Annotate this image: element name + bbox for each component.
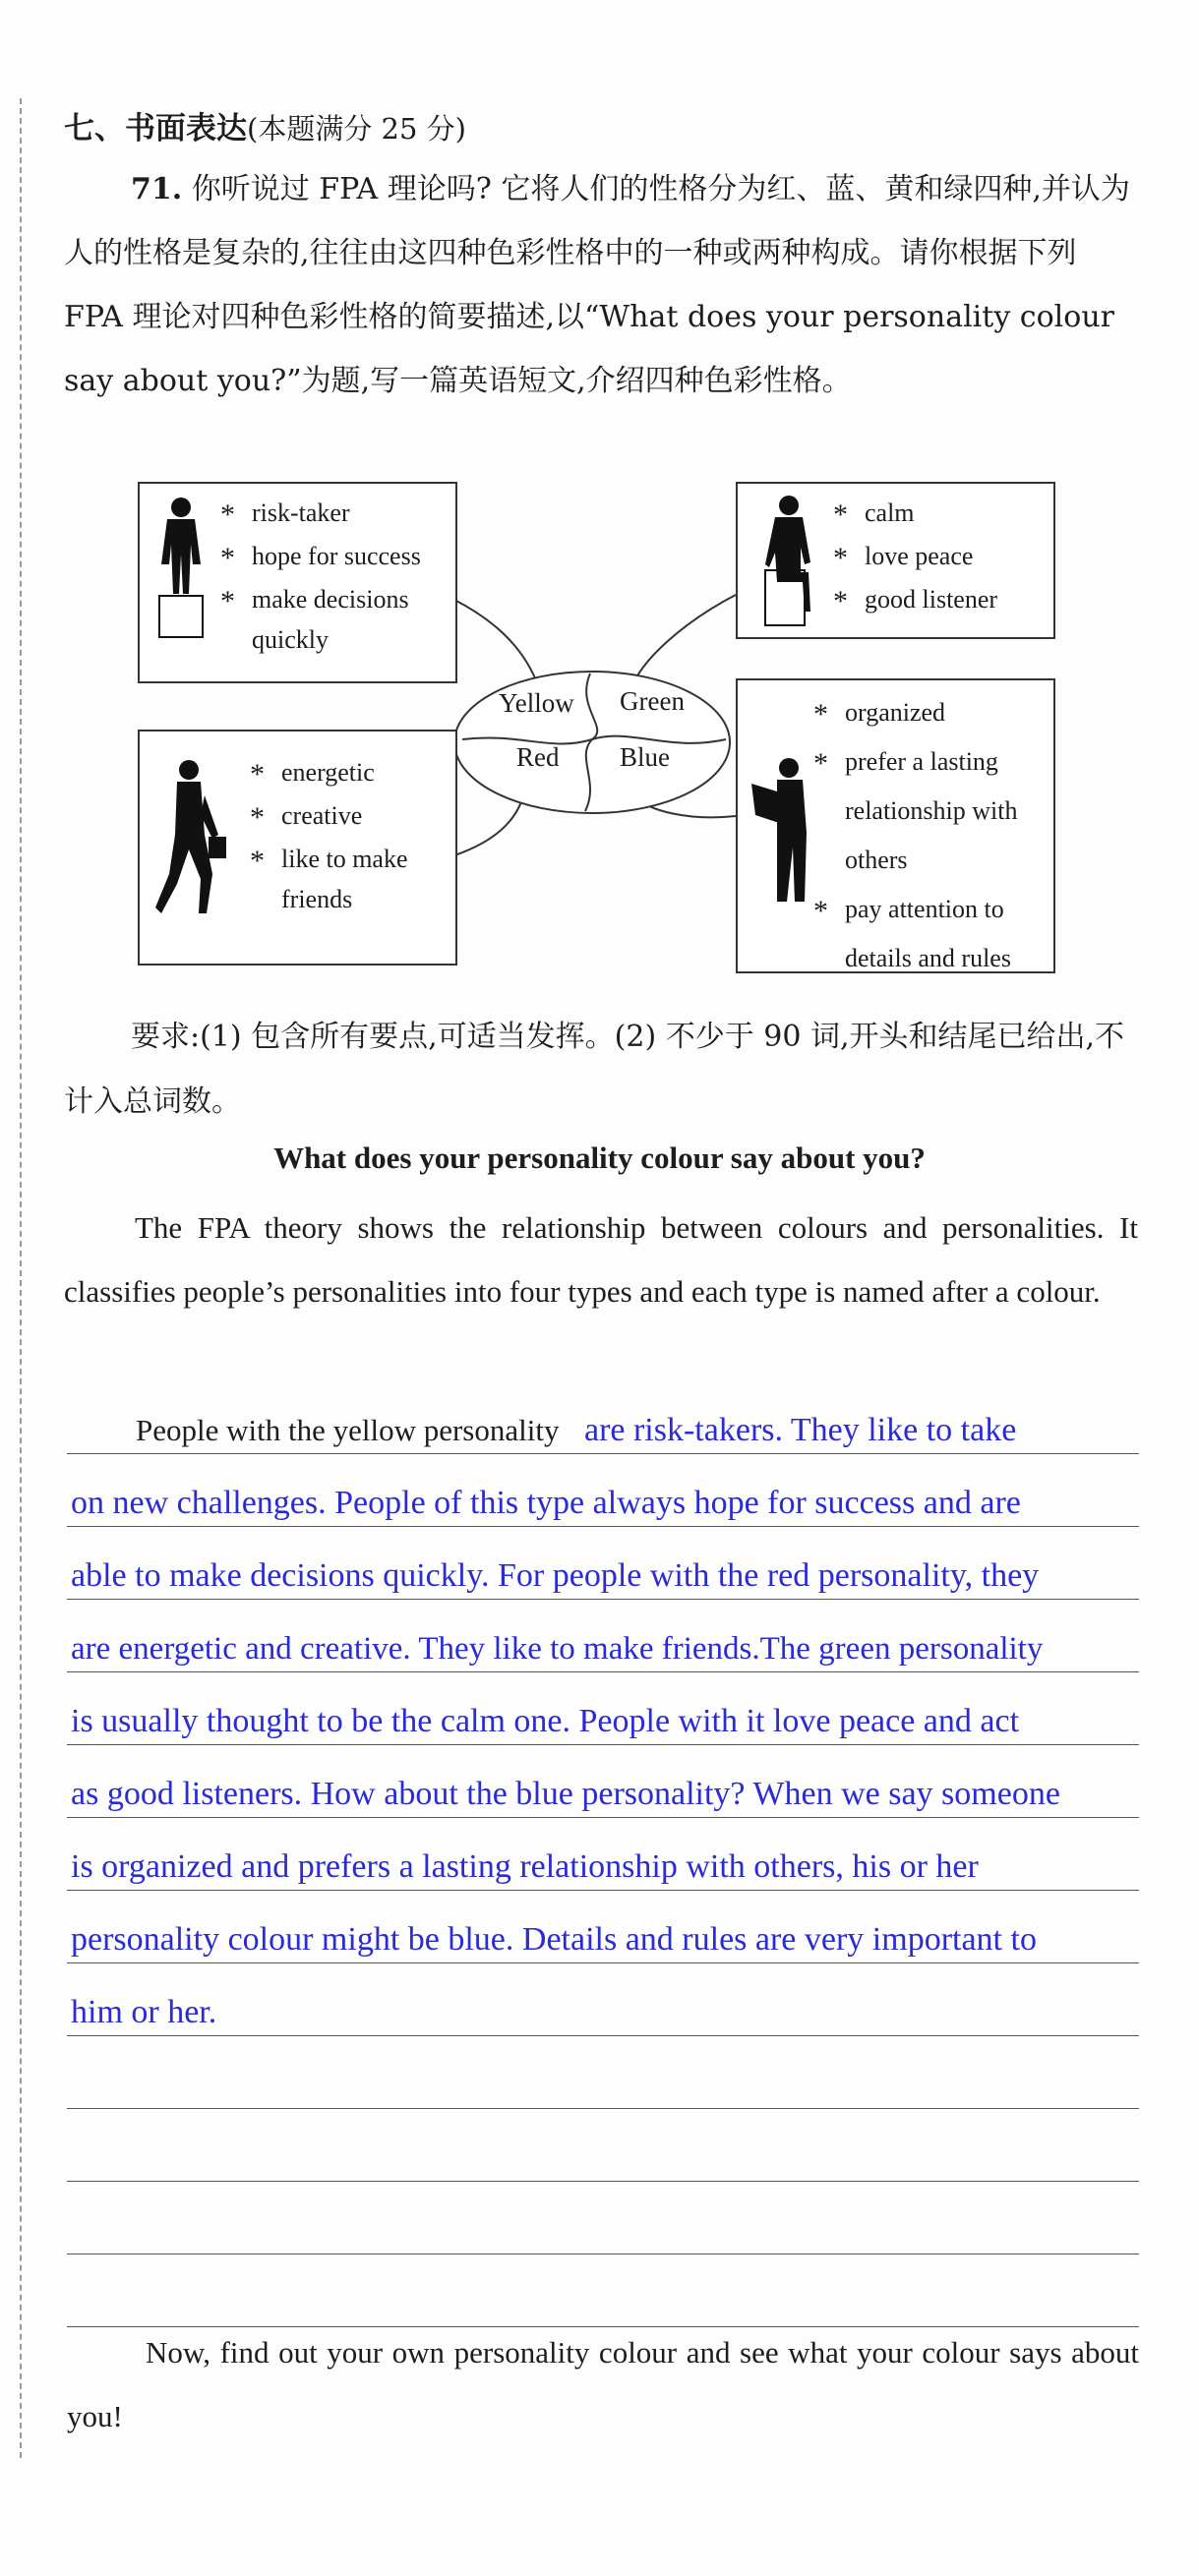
answer-line (67, 1745, 1139, 1818)
trait-risk-taker: * risk-taker (218, 492, 421, 535)
blank-line (67, 2036, 1139, 2109)
answer-text: as good listeners. How about the blue personality? When we say someone (71, 1776, 1060, 1812)
answer-text: are risk-takers. They like to take (583, 1412, 1017, 1448)
essay-ending-text: Now, find out your own personality colour and see what your colour says about you! (67, 2335, 1139, 2433)
answer-line (67, 1672, 1139, 1745)
blank-line (67, 2109, 1139, 2182)
trait-energetic: * energetic (248, 751, 408, 794)
blue-trait-box (736, 678, 1055, 973)
trait-like-to-make: * like to make (248, 838, 408, 881)
trait-prefer-lasting: * prefer a lasting (811, 737, 1017, 787)
answer-text: personality colour might be blue. Details and rules are very important to (71, 1921, 1037, 1958)
essay-lead-text: People with the yellow personality (136, 1413, 560, 1447)
green-trait-box (736, 482, 1055, 639)
answer-text: is usually thought to be the calm one. People with it love peace and act (71, 1703, 1020, 1739)
answer-line (67, 1600, 1139, 1672)
trait-creative: * creative (248, 794, 408, 838)
blank-line (67, 2182, 1139, 2254)
requirements: 要求:(1) 包含所有要点,可适当发挥。(2) 不少于 90 词,开头和结尾已给出,不计入总词数。 (64, 1020, 1125, 1119)
answer-text: on new challenges. People of this type always hope for success and are (71, 1485, 1021, 1521)
essay-intro (64, 1196, 1138, 1323)
answer-text: is organized and prefers a lasting relationship with others, his or her (71, 1848, 979, 1885)
margin-dashed-rule (20, 98, 22, 2458)
essay-ending (67, 2320, 1139, 2448)
blank-line (67, 2254, 1139, 2327)
question-prompt (64, 157, 1138, 413)
personality-diagram (138, 482, 1062, 978)
answer-line (67, 1818, 1139, 1891)
essay-intro-text: The FPA theory shows the relationship between colours and personalities. It classifies people’s personalities into four types and each type is named after a colour. (64, 1210, 1138, 1309)
answer-text: able to make decisions quickly. For people with the red personality, they (71, 1557, 1040, 1594)
standing-person-icon (153, 496, 209, 643)
trait-hope-success: * hope for success (218, 535, 421, 578)
answer-line (67, 1891, 1139, 1963)
answer-text: him or her. (71, 1994, 217, 2030)
center-yellow-label: Yellow (499, 688, 574, 718)
trait-organized: * organized (811, 688, 1017, 737)
center-blue-label: Blue (620, 742, 670, 772)
center-green-label: Green (620, 686, 685, 716)
essay-title: What does your personality colour say about you? (273, 1141, 926, 1175)
section-title (64, 103, 466, 147)
question-number: 71. (131, 172, 183, 206)
trait-quickly: quickly (252, 625, 329, 654)
trait-relationship-with: relationship with (845, 796, 1018, 825)
trait-calm: * calm (831, 492, 997, 535)
answer-area (67, 1381, 1139, 2327)
answer-line (67, 1963, 1139, 2036)
trait-details-rules: details and rules (845, 944, 1011, 972)
question-text: 你听说过 FPA 理论吗? 它将人们的性格分为红、蓝、黄和绿四种,并认为人的性格是复杂的,往往由这四种色彩性格中的一种或两种构成。请你根据下列 FPA 理论对四种色彩性格的简要描述,以“What does your personality colour say about you?”为题,写一篇英语短文,介绍四种色彩性格。 (64, 172, 1130, 398)
reading-person-icon (748, 754, 816, 911)
yellow-trait-box (138, 482, 457, 683)
sitting-person-icon (759, 494, 818, 631)
trait-friends: friends (281, 885, 353, 913)
red-trait-box (138, 730, 457, 966)
section-score-note: (本题满分 25 分) (247, 112, 466, 146)
walking-person-icon (150, 756, 228, 928)
center-red-label: Red (516, 742, 560, 772)
answer-text: are energetic and creative. They like to make friends.The green personality (71, 1631, 1044, 1667)
answer-line (67, 1527, 1139, 1600)
trait-others: others (845, 846, 908, 874)
section-title-text: 七、书面表达 (64, 111, 247, 146)
answer-line (67, 1381, 1139, 1454)
trait-good-listener: * good listener (831, 578, 997, 621)
trait-make-decisions: * make decisions (218, 578, 421, 621)
trait-love-peace: * love peace (831, 535, 997, 578)
trait-pay-attention: * pay attention to (811, 885, 1017, 934)
answer-line (67, 1454, 1139, 1527)
